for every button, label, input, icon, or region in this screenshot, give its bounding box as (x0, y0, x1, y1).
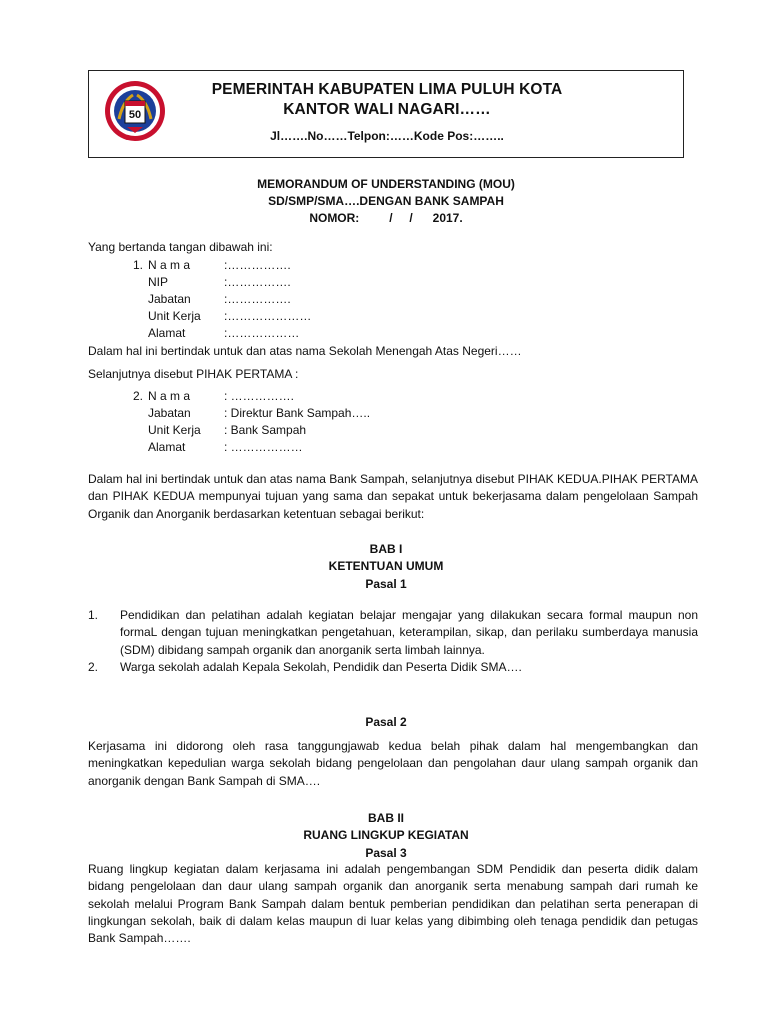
doc-title-line-2: SD/SMP/SMA….DENGAN BANK SAMPAH (268, 194, 504, 208)
field-value: :……………. (224, 292, 291, 306)
field-label: Unit Kerja (148, 423, 201, 437)
party-1-number: 1. (133, 258, 144, 272)
list-item-number: 1. (88, 608, 99, 622)
field-label: NIP (148, 275, 169, 289)
bab-1-title: KETENTUAN UMUM (328, 559, 444, 573)
field-label: Alamat (148, 440, 186, 454)
party-2-number: 2. (133, 389, 144, 403)
list-item (88, 607, 698, 659)
pasal-1-heading: Pasal 1 (365, 577, 407, 591)
intro-text: Yang bertanda tangan dibawah ini: (88, 240, 273, 254)
field-value: : ……………. (224, 389, 295, 403)
field-value: :………………… (224, 309, 312, 323)
party-1-designation: Selanjutnya disebut PIHAK PERTAMA : (88, 367, 299, 381)
field-label: Jabatan (148, 292, 191, 306)
pasal-2-text: Kerjasama ini didorong oleh rasa tanggungjawab kedua belah pihak dalam hal mengembangkan dan meningkatkan kepedulian warga sekolah bidang pengelolaan dan pengolahan daur ulang sampah organik dan anorganik dengan Bank Sampah di SMA…. (88, 739, 698, 788)
pasal-3-heading: Pasal 3 (365, 846, 407, 860)
letterhead (88, 70, 684, 158)
field-label: Alamat (148, 326, 186, 340)
doc-number-line: NOMOR: / / 2017. (309, 211, 463, 225)
letterhead-address: Jl…….No……Telpon:……Kode Pos:…….. (270, 129, 504, 143)
party-2-paragraph: Dalam hal ini bertindak untuk dan atas nama Bank Sampah, selanjutnya disebut PIHAK KEDUA.PIHAK PERTAMA dan PIHAK KEDUA mempunyai tujuan yang sama dan sepakat untuk bekerjasama dalam pengelolaan Sampah Organik dan Anorganik berdasarkan ketentuan sebagai berikut: (88, 472, 698, 521)
bab-1-heading: BAB I (369, 542, 403, 556)
field-label: Jabatan (148, 406, 191, 420)
field-value: : Direktur Bank Sampah….. (224, 406, 371, 420)
bab-2-title: RUANG LINGKUP KEGIATAN (303, 828, 469, 842)
field-value: :……………. (224, 258, 291, 272)
field-value: :……………… (224, 326, 300, 340)
pasal-1-list (88, 607, 698, 676)
field-value: : ……………… (224, 440, 303, 454)
pasal-3-text: Ruang lingkup kegiatan dalam kerjasama ini adalah pengembangan SDM Pendidik dan peserta didik dalam bidang pengelolaan dan daur ulang sampah organik dan anorganik serta menabung sampah dari rumah ke sekolah melalui Program Bank Sampah dalam bentuk pemberian pendidikan dan pelatihan serta penerapan di lingkungan sekolah, baik di dalam kelas maupun di luar kelas yang dibimbing oleh tenaga pendidik dan petugas Bank Sampah……. (88, 862, 698, 946)
list-item-text: Pendidikan dan pelatihan adalah kegiatan belajar mengajar yang dilakukan secara formal maupun non formaL dengan tujuan meningkatkan pengetahuan, keterampilan, sikap, dan perilaku sumberdaya manusia (SDM) dibidang sampah organik dan anorganik serta limbah lainnya. (120, 608, 698, 657)
list-item-text: Warga sekolah adalah Kepala Sekolah, Pendidik dan Peserta Didik SMA…. (120, 659, 522, 674)
field-label: N a m a (148, 258, 191, 272)
letterhead-title-2: KANTOR WALI NAGARI…… (283, 101, 491, 118)
list-item (88, 659, 698, 676)
logo-text: 50 (128, 109, 142, 121)
pasal-2-heading: Pasal 2 (365, 715, 407, 729)
field-label: Unit Kerja (148, 309, 201, 323)
doc-title-line-1: MEMORANDUM OF UNDERSTANDING (MOU) (257, 177, 515, 191)
letterhead-title-1: PEMERINTAH KABUPATEN LIMA PULUH KOTA (211, 81, 563, 98)
list-item-number: 2. (88, 659, 99, 674)
party-1-acting-text: Dalam hal ini bertindak untuk dan atas nama Sekolah Menengah Atas Negeri…… (88, 344, 522, 358)
bab-2-heading: BAB II (368, 811, 404, 825)
field-label: N a m a (148, 389, 191, 403)
field-value: :……………. (224, 275, 291, 289)
field-value: : Bank Sampah (224, 423, 307, 437)
